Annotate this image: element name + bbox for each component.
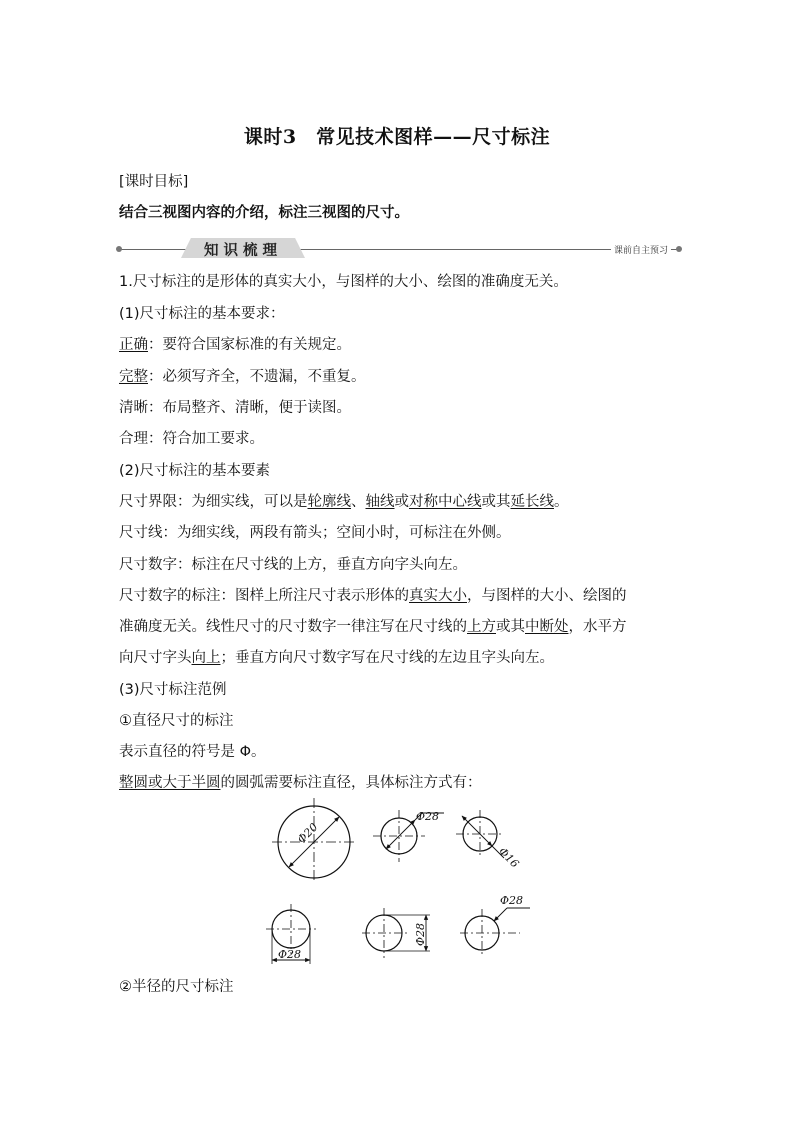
example-1-heading: ①直径尺寸的标注 (119, 713, 234, 729)
underlined-term: 整圆或大于半圆 (119, 775, 221, 791)
section-1-heading: (1)尺寸标注的基本要求： (119, 306, 285, 322)
example-2-heading: ②半径的尺寸标注 (119, 979, 234, 995)
banner-dot-right (676, 246, 682, 252)
text-span: 或其 (481, 494, 511, 510)
element-dimension-line: 尺寸线：为细实线，两段有箭头；空间小时，可标注在外侧。 (119, 525, 511, 541)
requirement-correct-text: ：要符合国家标准的有关规定。 (148, 337, 351, 353)
requirement-complete-key: 完整 (119, 369, 148, 385)
underlined-term: 延长线 (510, 494, 554, 510)
label-d28-b: Φ28 (278, 948, 302, 961)
requirement-reasonable: 合理：符合加工要求。 (119, 431, 264, 447)
text-span: 向尺寸字头 (119, 650, 192, 666)
text-span: 准确度无关。线性尺寸的尺寸数字一律注写在尺寸线的 (119, 619, 467, 635)
element-dimension-number: 尺寸数字：标注在尺寸线的上方，垂直方向字头向左。 (119, 557, 467, 573)
paragraph-1: 1.尺寸标注的是形体的真实大小，与图样的大小、绘图的准确度无关。 (119, 274, 568, 290)
page-title: 课时3 常见技术图样——尺寸标注 (243, 126, 551, 148)
diameter-examples-figure (262, 796, 542, 971)
label-d28-c: Φ28 (414, 922, 427, 946)
requirement-complete-text: ：必须写齐全，不遗漏，不重复。 (148, 369, 366, 385)
label-d28-d: Φ28 (500, 894, 524, 907)
text-span: 尺寸界限：为细实线，可以是 (119, 494, 308, 510)
element-extension-line (119, 492, 569, 512)
underlined-term: 上方 (467, 619, 496, 635)
section-banner (119, 238, 679, 260)
label-d16: Φ16 (495, 844, 522, 871)
objective-text: 结合三视图内容的介绍，标注三视图的尺寸。 (119, 205, 409, 221)
banner-side-label: 课前自主预习 (611, 243, 671, 256)
text-span: ，水平方 (568, 619, 627, 635)
element-number-rules-2 (119, 617, 627, 637)
text-span: 、 (351, 494, 366, 510)
requirement-correct-key: 正确 (119, 337, 148, 353)
section-3-heading: (3)尺寸标注范例 (119, 682, 227, 698)
banner-dot-left (116, 246, 122, 252)
label-d28-a: Φ28 (416, 810, 440, 823)
text-span: 或其 (496, 619, 525, 635)
requirement-correct (119, 335, 351, 355)
objective-heading: [课时目标] (119, 174, 189, 190)
banner-label: 知识梳理 (204, 243, 282, 259)
text-span: ；垂直方向尺寸数字写在尺寸线的左边且字头向左。 (220, 650, 554, 666)
requirement-complete (119, 367, 366, 387)
diameter-examples-svg (262, 796, 542, 971)
text-span: 或 (394, 494, 409, 510)
underlined-term: 轮廓线 (307, 494, 351, 510)
underlined-term: 轴线 (365, 494, 395, 510)
label-d20: Φ20 (294, 820, 321, 847)
underlined-term: 中断处 (525, 619, 569, 635)
diameter-usage-line (119, 773, 482, 793)
figure-circle-6 (460, 908, 530, 957)
text-span: 尺寸数字的标注：图样上所注尺寸表示形体的 (119, 588, 409, 604)
text-span: ，与图样的大小、绘图的 (467, 588, 627, 604)
underlined-term: 真实大小 (409, 588, 467, 604)
text-span: 。 (554, 494, 569, 510)
requirement-clear: 清晰：布局整齐、清晰，便于读图。 (119, 400, 351, 416)
figure-circle-3 (456, 810, 504, 858)
diameter-symbol-line: 表示直径的符号是 Φ。 (119, 744, 266, 760)
section-2-heading: (2)尺寸标注的基本要素 (119, 463, 271, 479)
figure-circle-1 (272, 798, 356, 882)
text-span: 的圆弧需要标注直径，具体标注方式有： (220, 775, 482, 791)
element-number-rules-3 (119, 648, 554, 668)
underlined-term: 向上 (191, 650, 221, 666)
underlined-term: 对称中心线 (409, 494, 482, 510)
element-number-rules-1 (119, 586, 627, 606)
